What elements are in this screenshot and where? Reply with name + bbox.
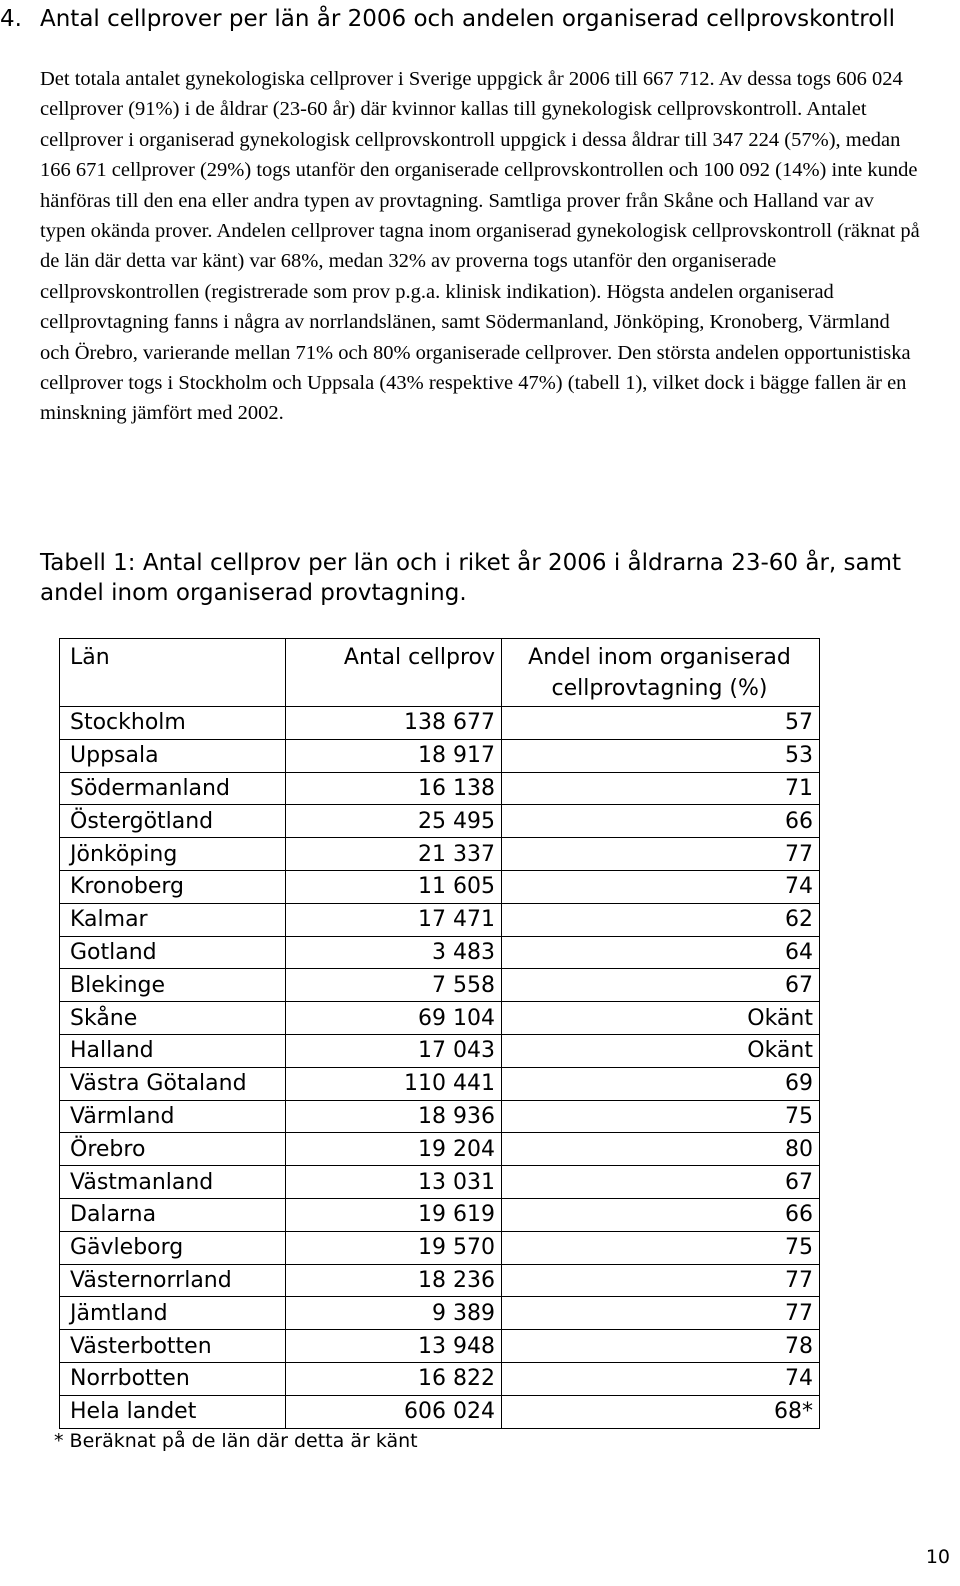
table-header-row xyxy=(60,639,820,707)
cell-andel: 74 xyxy=(502,870,820,903)
cell-antal: 19 619 xyxy=(286,1198,502,1231)
cell-lan: Södermanland xyxy=(60,772,286,805)
cell-andel: Okänt xyxy=(502,1034,820,1067)
table-caption: Tabell 1: Antal cellprov per län och i riket år 2006 i åldrarna 23-60 år, samt andel inom organiserad provtagning. xyxy=(40,550,902,606)
cell-andel: 57 xyxy=(502,707,820,740)
table-row xyxy=(60,969,820,1002)
cell-antal: 19 204 xyxy=(286,1133,502,1166)
county-table xyxy=(59,638,820,1429)
table-row xyxy=(60,1264,820,1297)
cell-andel: 68* xyxy=(502,1395,820,1428)
cell-lan: Dalarna xyxy=(60,1198,286,1231)
header-andel: Andel inom organiserad cellprovtagning (%) xyxy=(502,639,820,707)
cell-antal: 25 495 xyxy=(286,805,502,838)
cell-andel: 74 xyxy=(502,1362,820,1395)
cell-lan: Västmanland xyxy=(60,1166,286,1199)
cell-lan: Skåne xyxy=(60,1002,286,1035)
cell-antal: 18 917 xyxy=(286,739,502,772)
table-row xyxy=(60,838,820,871)
cell-lan: Östergötland xyxy=(60,805,286,838)
cell-lan: Västra Götaland xyxy=(60,1067,286,1100)
header-lan: Län xyxy=(60,639,286,707)
cell-andel: 71 xyxy=(502,772,820,805)
cell-antal: 7 558 xyxy=(286,969,502,1002)
section-heading xyxy=(0,4,920,34)
cell-andel: 53 xyxy=(502,739,820,772)
cell-antal: 16 138 xyxy=(286,772,502,805)
cell-andel: 66 xyxy=(502,1198,820,1231)
cell-lan: Värmland xyxy=(60,1100,286,1133)
cell-lan: Örebro xyxy=(60,1133,286,1166)
cell-antal: 9 389 xyxy=(286,1297,502,1330)
table-row xyxy=(60,1395,820,1428)
cell-lan: Hela landet xyxy=(60,1395,286,1428)
cell-antal: 17 471 xyxy=(286,903,502,936)
table-row xyxy=(60,1198,820,1231)
header-antal: Antal cellprov xyxy=(286,639,502,707)
page-number: 10 xyxy=(925,1546,950,1568)
section-number: 4. xyxy=(0,6,22,32)
cell-lan: Halland xyxy=(60,1034,286,1067)
cell-lan: Stockholm xyxy=(60,707,286,740)
table-row xyxy=(60,739,820,772)
cell-antal: 110 441 xyxy=(286,1067,502,1100)
cell-antal: 18 936 xyxy=(286,1100,502,1133)
cell-andel: Okänt xyxy=(502,1002,820,1035)
cell-lan: Västerbotten xyxy=(60,1330,286,1363)
cell-antal: 13 031 xyxy=(286,1166,502,1199)
table-row xyxy=(60,707,820,740)
cell-antal: 69 104 xyxy=(286,1002,502,1035)
table-row xyxy=(60,1297,820,1330)
cell-lan: Västernorrland xyxy=(60,1264,286,1297)
cell-lan: Kronoberg xyxy=(60,870,286,903)
table-row xyxy=(60,1166,820,1199)
table-row xyxy=(60,1002,820,1035)
table-row xyxy=(60,1034,820,1067)
body-paragraph: Det totala antalet gynekologiska cellprover i Sverige uppgick år 2006 till 667 712. Av dessa togs 606 024 cellprover (91%) i de åldrar (23-60 år) där kvinnor kallas till gynekologisk cellprovskontroll. Antalet cellprover i organiserad gynekologisk cellprovskontroll uppgick i dessa åldrar till 347 224 (57%), medan 166 671 cellprover (29%) togs utanför den organiserade cellprovskontrollen och 100 092 (14%) inte kunde hänföras till den ena eller andra typen av provtagning. Samtliga prover från Skåne och Halland var av typen okända prover. Andelen cellprover tagna inom organiserad gynekologisk cellprovskontroll (räknat på de län där detta var känt) var 68%, medan 32% av proverna togs utanför den organiserade cellprovskontrollen (registrerade som prov p.g.a. klinisk indikation). Högsta andelen organiserad cellprovtagning fanns i några av norrlandslänen, samt Södermanland, Jönköping, Kronoberg, Värmland och Örebro, varierande mellan 71% och 80% organiserade cellprover. Den största andelen opportunistiska cellprover togs i Stockholm och Uppsala (43% respektive 47%) (tabell 1), vilket dock i bägge fallen är en minskning jämfört med 2002. xyxy=(40,68,920,425)
cell-antal: 19 570 xyxy=(286,1231,502,1264)
table-row xyxy=(60,1362,820,1395)
cell-lan: Jönköping xyxy=(60,838,286,871)
cell-lan: Norrbotten xyxy=(60,1362,286,1395)
cell-andel: 77 xyxy=(502,838,820,871)
cell-antal: 606 024 xyxy=(286,1395,502,1428)
cell-andel: 77 xyxy=(502,1264,820,1297)
table-row xyxy=(60,1330,820,1363)
cell-antal: 13 948 xyxy=(286,1330,502,1363)
cell-antal: 16 822 xyxy=(286,1362,502,1395)
cell-lan: Kalmar xyxy=(60,903,286,936)
footnote: * Beräknat på de län där detta är känt xyxy=(54,1430,418,1452)
table-row xyxy=(60,870,820,903)
cell-lan: Blekinge xyxy=(60,969,286,1002)
cell-lan: Gävleborg xyxy=(60,1231,286,1264)
cell-andel: 75 xyxy=(502,1231,820,1264)
cell-antal: 11 605 xyxy=(286,870,502,903)
cell-andel: 69 xyxy=(502,1067,820,1100)
table-row xyxy=(60,936,820,969)
cell-andel: 75 xyxy=(502,1100,820,1133)
table-row xyxy=(60,1231,820,1264)
cell-antal: 138 677 xyxy=(286,707,502,740)
cell-andel: 64 xyxy=(502,936,820,969)
cell-lan: Gotland xyxy=(60,936,286,969)
cell-andel: 62 xyxy=(502,903,820,936)
cell-antal: 17 043 xyxy=(286,1034,502,1067)
table-row xyxy=(60,1133,820,1166)
table-body xyxy=(60,707,820,1429)
cell-andel: 66 xyxy=(502,805,820,838)
table-row xyxy=(60,1100,820,1133)
section-title: Antal cellprover per län år 2006 och andelen organiserad cellprovskontroll xyxy=(40,6,896,32)
cell-antal: 18 236 xyxy=(286,1264,502,1297)
cell-lan: Uppsala xyxy=(60,739,286,772)
table-row xyxy=(60,903,820,936)
cell-andel: 78 xyxy=(502,1330,820,1363)
table-row xyxy=(60,805,820,838)
cell-andel: 67 xyxy=(502,1166,820,1199)
cell-lan: Jämtland xyxy=(60,1297,286,1330)
cell-andel: 67 xyxy=(502,969,820,1002)
table-row xyxy=(60,772,820,805)
cell-andel: 80 xyxy=(502,1133,820,1166)
table-row xyxy=(60,1067,820,1100)
cell-antal: 3 483 xyxy=(286,936,502,969)
cell-andel: 77 xyxy=(502,1297,820,1330)
cell-antal: 21 337 xyxy=(286,838,502,871)
